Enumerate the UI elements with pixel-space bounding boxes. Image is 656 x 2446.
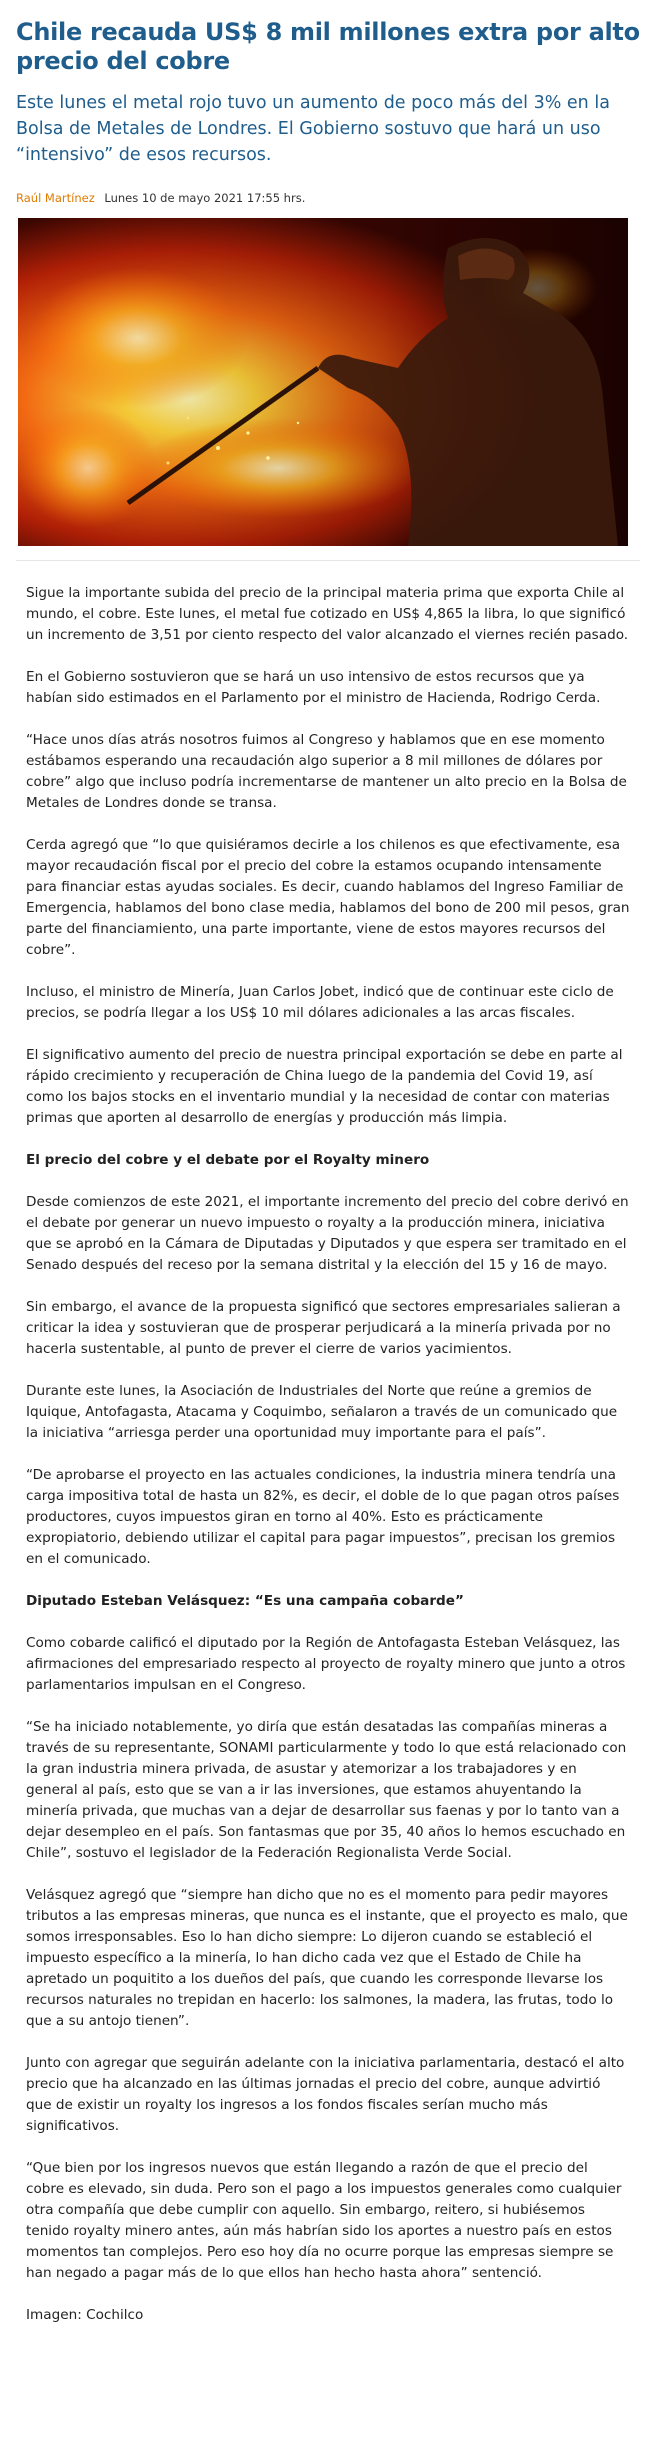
paragraph: Sigue la importante subida del precio de la principal materia prima que exporta Chile al mundo, el cobre. Este lunes, el metal fue cotizado en US$ 4,865 la libra, lo que significó un incremento de 3,51 por ciento respecto del valor alcanzado el viernes recién pasado. <box>26 585 629 643</box>
paragraph: Durante este lunes, la Asociación de Industriales del Norte que reúne a gremios de Iquique, Antofagasta, Atacama y Coquimbo, señalaron a través de un comunicado que la iniciativa “arriesga perder una oportunidad muy importante para el país”. <box>26 1383 618 1441</box>
paragraph: Cerda agregó que “lo que quisiéramos decirle a los chilenos es que efectivamente, esa mayor recaudación fiscal por el precio del cobre la estamos ocupando intensamente para financiar estas ayudas sociales. Es decir, cuando hablamos del Ingreso Familiar de Emergencia, hablamos del bono clase media, hablamos del bono de 200 mil pesos, gran parte del financiamiento, una parte importante, viene de estos mayores recursos del cobre”. <box>26 837 630 958</box>
paragraph: Incluso, el ministro de Minería, Juan Carlos Jobet, indicó que de continuar este ciclo de precios, se podría llegar a los US$ 10 mil dólares adicionales a las arcas fiscales. <box>26 984 614 1021</box>
paragraph: “Se ha iniciado notablemente, yo diría que están desatadas las compañías mineras a través de su representante, SONAMI particularmente y todo lo que está relacionado con la gran industria minera privada, de asustar y atemorizar a los trabajadores y en general al país, esto que se van a ir las inversiones, que estamos ahuyentando la minería privada, que muchas van a dejar de desarrollar sus faenas y por lo tanto van a dejar desempleo en el país. Son fantasmas que por 35, 40 años lo hemos escuchado en Chile”, sostuvo el legislador de la Federación Regionalista Verde Social. <box>26 1719 627 1861</box>
article-title: Chile recauda US$ 8 mil millones extra por alto precio del cobre <box>16 18 640 75</box>
paragraph: Sin embargo, el avance de la propuesta significó que sectores empresariales salieran a criticar la idea y sostuvieran que de prosperar perjudicará a la minería privada por no hacerla sustentable, al punto de prever el cierre de varios yacimientos. <box>26 1299 621 1357</box>
paragraph: Como cobarde calificó el diputado por la Región de Antofagasta Esteban Velásquez, las afirmaciones del empresariado respecto al proyecto de royalty minero que junto a otros parlamentarios impulsan en el Congreso. <box>26 1635 626 1693</box>
image-credit: Imagen: Cochilco <box>26 2307 144 2323</box>
paragraph: El significativo aumento del precio de nuestra principal exportación se debe en parte al rápido crecimiento y recuperación de China luego de la pandemia del Covid 19, así como los bajos stocks en el inventario mundial y la necesidad de contar con materias primas que aporten al desarrollo de energías y producción más limpia. <box>26 1047 623 1126</box>
paragraph: “Hace unos días atrás nosotros fuimos al Congreso y hablamos que en ese momento estábamos esperando una recaudación algo superior a 8 mil millones de dólares por cobre” algo que incluso podría incrementarse de mantener un alto precio en la Bolsa de Metales de Londres donde se transa. <box>26 732 627 811</box>
paragraph: Junto con agregar que seguirán adelante con la iniciativa parlamentaria, destacó el alto precio que ha alcanzado en las últimas jornadas el precio del cobre, aunque advirtió que de existir un royalty los ingresos a los fondos fiscales serían mucho más significativos. <box>26 2055 625 2134</box>
article-lead: Este lunes el metal rojo tuvo un aumento de poco más del 3% en la Bolsa de Metales de Londres. El Gobierno sostuvo que hará un uso “intensivo” de esos recursos. <box>16 93 610 165</box>
paragraph: Velásquez agregó que “siempre han dicho que no es el momento para pedir mayores tributos a las empresas mineras, que nunca es el instante, que el proyecto es malo, que somos irresponsables. Eso lo han dicho siempre: Lo dijeron cuando se estableció el impuesto específico a la minería, lo han dicho cada vez que el Estado de Chile ha apretado un poquitito a los dueños del país, que cuando les corresponde llevarse los recursos naturales no trepidan en hacerlo: los salmones, la madera, las frutas, todo lo que a su antojo tienen”. <box>26 1887 628 2029</box>
hero-image <box>18 218 628 546</box>
paragraph: “Que bien por los ingresos nuevos que están llegando a razón de que el precio del cobre es elevado, sin duda. Pero son el pago a los impuestos generales como cualquier otra compañía que debe cumplir con aquello. Sin embargo, reitero, si hubiésemos tenido royalty minero antes, aún más habrían sido los aportes a nuestro país en estos momentos tan complejos. Pero eso hoy día no ocurre porque las empresas siempre se han negado a pagar más de lo que ellos han hecho hasta ahora” sentenció. <box>26 2160 622 2281</box>
paragraph: “De aprobarse el proyecto en las actuales condiciones, la industria minera tendría una carga impositiva total de hasta un 82%, es decir, el doble de lo que pagan otros países productores, cuyos impuestos giran en torno al 40%. Esto es prácticamente expropiatorio, debiendo utilizar el capital para pagar impuestos”, precisan los gremios en el comunicado. <box>26 1467 620 1567</box>
section-heading: El precio del cobre y el debate por el Royalty minero <box>26 1152 430 1168</box>
author-link[interactable]: Raúl Martínez <box>16 191 95 205</box>
publish-date: Lunes 10 de mayo 2021 17:55 hrs. <box>104 191 306 205</box>
section-heading: Diputado Esteban Velásquez: “Es una campaña cobarde” <box>26 1593 464 1609</box>
byline <box>16 190 640 206</box>
article-body <box>16 561 640 2326</box>
paragraph: Desde comienzos de este 2021, el importante incremento del precio del cobre derivó en el debate por generar un nuevo impuesto o royalty a la producción minera, iniciativa que se aprobó en la Cámara de Diputadas y Diputados y que espera ser tramitado en el Senado después del receso por la semana distrital y la elección del 15 y 16 de mayo. <box>26 1194 629 1273</box>
paragraph: En el Gobierno sostuvieron que se hará un uso intensivo de estos recursos que ya habían sido estimados en el Parlamento por el ministro de Hacienda, Rodrigo Cerda. <box>26 669 601 706</box>
